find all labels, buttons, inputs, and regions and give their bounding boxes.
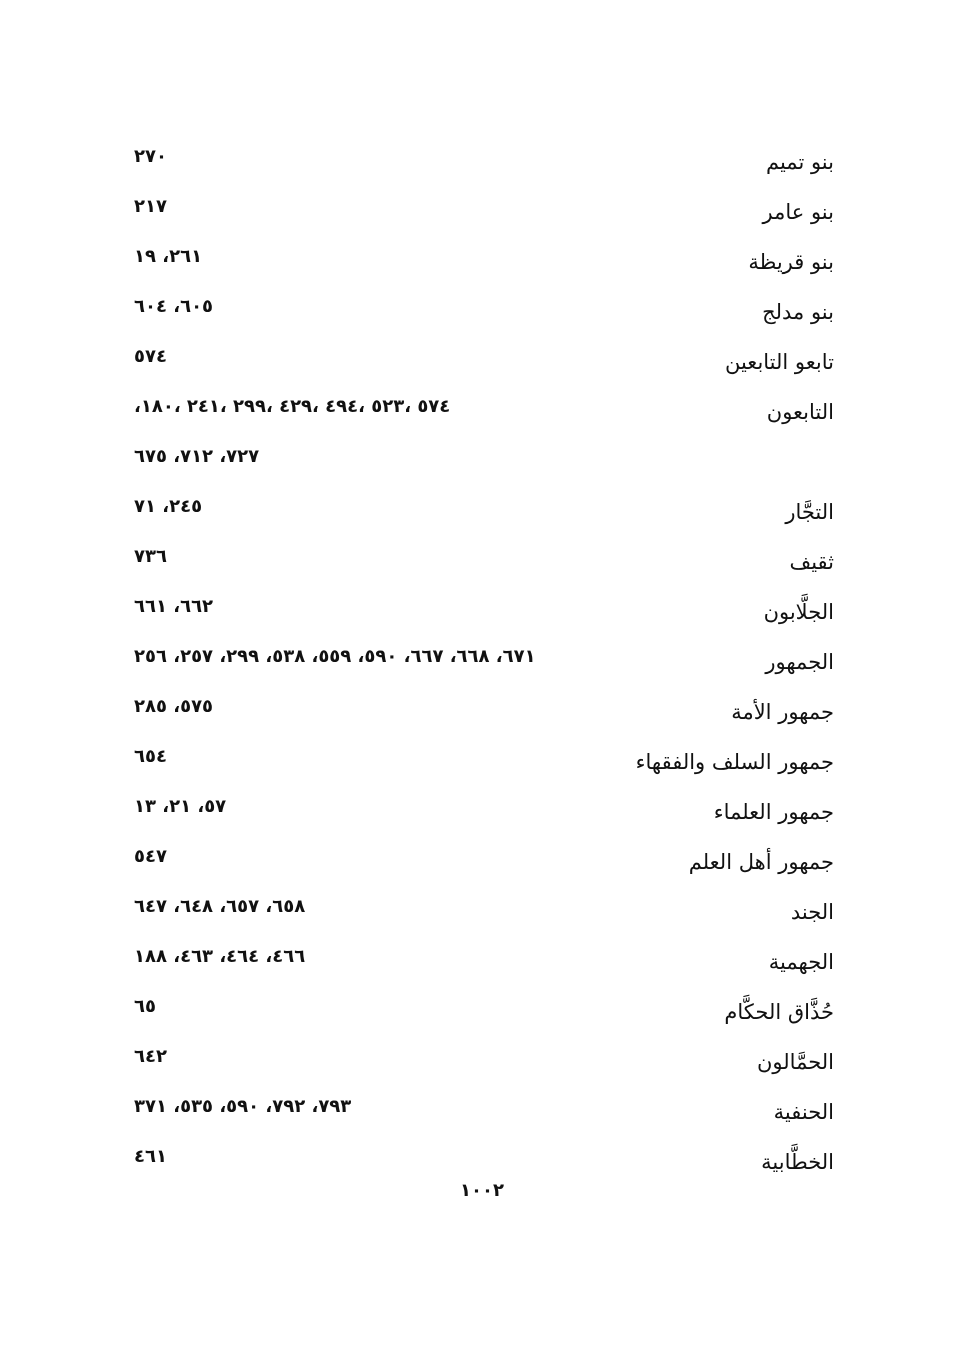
entry-term: الجهمية: [768, 950, 834, 974]
index-entry: [120, 782, 834, 832]
index-entry: [120, 532, 834, 582]
entry-page-refs: ٥٧، ٢١، ١٣: [134, 796, 227, 817]
entry-term: التابعون: [766, 400, 834, 424]
entry-term: الجمهور: [765, 650, 834, 674]
entry-page-refs: ٦٤٢: [134, 1046, 167, 1067]
entry-page-refs: ٦٠٥، ٦٠٤: [134, 296, 214, 317]
entry-term: الحنفية: [773, 1100, 834, 1124]
index-entry: [120, 582, 834, 632]
index-entry: [120, 1032, 834, 1082]
entry-page-refs: ٥٤٧: [134, 846, 167, 867]
entry-page-refs: ٢٧٠: [134, 146, 167, 167]
index-entry: [120, 332, 834, 382]
entry-term: بنو مدلج: [762, 300, 834, 324]
index-list: [120, 132, 834, 1182]
entry-term: [604, 452, 834, 462]
index-entry: [120, 682, 834, 732]
entry-page-refs: ،٥٧٤ ،٥٢٣ ،٤٩٤ ،٤٢٩ ،٢٩٩ ،٢٤١ ،١٨٠: [134, 396, 451, 417]
entry-page-refs: ٥٧٥، ٢٨٥: [134, 696, 214, 717]
index-entry: [120, 1082, 834, 1132]
entry-term: الخطَّابية: [761, 1150, 834, 1174]
index-entry: [120, 182, 834, 232]
index-entry: [120, 832, 834, 882]
index-entry: [120, 482, 834, 532]
entry-page-refs: ٧٩٣، ٧٩٢، ٥٩٠، ٥٣٥، ٣٧١: [134, 1096, 352, 1117]
entry-term: جمهور السلف والفقهاء: [635, 750, 834, 774]
entry-page-refs: ٧٣٦: [134, 546, 167, 567]
entry-page-refs: ٦٥٨، ٦٥٧، ٦٤٨، ٦٤٧: [134, 896, 306, 917]
entry-page-refs: ٦٦٢، ٦٦١: [134, 596, 214, 617]
entry-term: جمهور الأمة: [731, 700, 834, 724]
entry-page-refs: ٦٥: [134, 996, 156, 1017]
index-entry: [120, 1132, 834, 1182]
entry-term: الحمَّالون: [757, 1050, 834, 1074]
entry-term: الجلَّابون: [763, 600, 834, 624]
entry-term: بنو تميم: [765, 150, 834, 174]
entry-page-refs: ٢١٧: [134, 196, 167, 217]
entry-page-refs: ٤٦١: [134, 1146, 167, 1167]
entry-page-refs: ٢٦١، ١٩: [134, 246, 203, 267]
entry-page-refs: ٦٧١، ٦٦٨، ٦٦٧، ٥٩٠، ٥٥٩، ٥٣٨، ٢٩٩، ٢٥٧، ٢٥٦: [134, 646, 536, 667]
entry-term: جمهور العلماء: [713, 800, 834, 824]
index-entry: [120, 732, 834, 782]
index-entry: [120, 132, 834, 182]
index-entry: [120, 282, 834, 332]
entry-term: الجند: [790, 900, 834, 924]
entry-page-refs: ٤٦٦، ٤٦٤، ٤٦٣، ١٨٨: [134, 946, 306, 967]
index-entry-continuation: [120, 432, 834, 482]
entry-page-refs: ٢٤٥، ٧١: [134, 496, 203, 517]
index-entry: [120, 232, 834, 282]
entry-term: بنو قريظة: [748, 250, 834, 274]
entry-term: تابعو التابعين: [724, 350, 834, 374]
index-entry: [120, 882, 834, 932]
entry-term: بنو عامر: [762, 200, 834, 224]
index-entry: [120, 932, 834, 982]
entry-page-refs: ٦٥٤: [134, 746, 167, 767]
entry-term: ثقيف: [789, 550, 834, 574]
index-entry: [120, 382, 834, 432]
entry-page-refs: ٥٧٤: [134, 346, 167, 367]
index-entry: [120, 632, 834, 682]
page-number: ١٠٠٢: [460, 1180, 504, 1201]
entry-page-refs: ٧٢٧، ٧١٢، ٦٧٥: [134, 446, 260, 467]
entry-term: جمهور أهل العلم: [688, 850, 834, 874]
entry-term: حُذَّاق الحكَّام: [724, 1000, 834, 1024]
entry-term: التجَّار: [785, 500, 834, 524]
index-entry: [120, 982, 834, 1032]
